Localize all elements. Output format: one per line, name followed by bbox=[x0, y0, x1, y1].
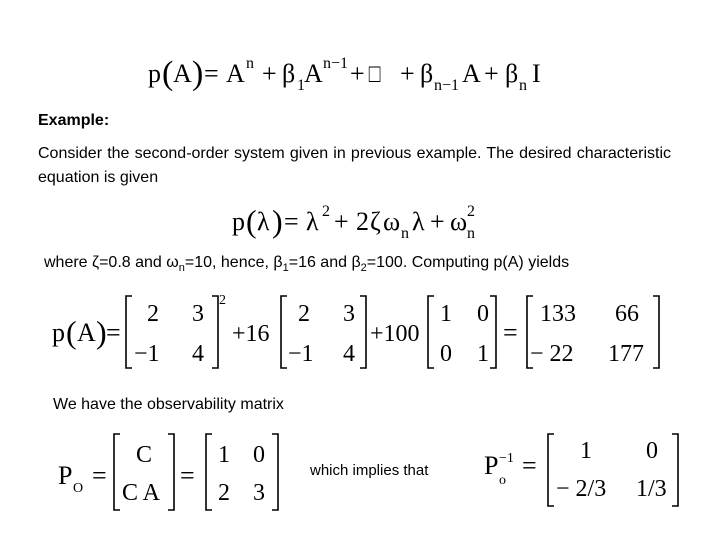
m3-a22: 1 bbox=[477, 341, 489, 367]
eq2-sub-n: n bbox=[401, 225, 409, 242]
eq1-beta-n-minus-1: β bbox=[420, 59, 434, 88]
po-a11: 1 bbox=[218, 442, 230, 468]
eq2-lambda: λ bbox=[257, 207, 270, 236]
eq2-sub-n-2: n bbox=[467, 225, 475, 242]
eq1-identity: I bbox=[532, 59, 541, 88]
desired-characteristic-equation bbox=[0, 200, 720, 260]
eq5-sub-o: o bbox=[499, 473, 506, 488]
po-C: C bbox=[136, 442, 153, 468]
eq4-equals-2: = bbox=[180, 461, 195, 490]
m2-bracket-right bbox=[360, 296, 366, 368]
m4-a21: − 22 bbox=[530, 341, 574, 367]
eq2-zeta: ζ bbox=[370, 207, 381, 236]
eq2-omega-squared: ω bbox=[450, 207, 468, 236]
eq1-superscript-n: n bbox=[246, 55, 254, 72]
m1-a11: 2 bbox=[147, 301, 159, 327]
eq4-sub-O: O bbox=[73, 481, 84, 496]
eq1-sub-n-minus-1: n−1 bbox=[434, 77, 460, 94]
po-CA: C A bbox=[122, 480, 161, 506]
eq1-A: A bbox=[173, 59, 192, 88]
example-paragraph: Consider the second-order system given in previous example. The desired characteristic equation is given bbox=[38, 145, 671, 186]
observability-text: We have the observability matrix bbox=[53, 396, 284, 413]
m3-bracket-right bbox=[490, 296, 496, 368]
eq2-p: p bbox=[232, 207, 245, 236]
m3-a12: 0 bbox=[477, 301, 489, 327]
eq1-plus-4: + bbox=[484, 59, 499, 88]
inv-bracket-right bbox=[672, 434, 678, 506]
parameters-sub-2: 2 bbox=[360, 262, 367, 275]
eq2-lambda-2: λ bbox=[412, 207, 425, 236]
eq2-paren-open: ( bbox=[246, 203, 257, 239]
eq2-paren-close: ) bbox=[272, 203, 283, 239]
eq3-equals-2: = bbox=[503, 318, 518, 347]
eq3-equals-1: = bbox=[106, 318, 121, 347]
example-heading: Example: bbox=[38, 112, 110, 129]
eq2-equals: = bbox=[284, 207, 299, 236]
parameters-line bbox=[44, 254, 569, 274]
eq2-sup-2b: 2 bbox=[467, 203, 475, 220]
eq2-lambda-squared: λ bbox=[306, 207, 319, 236]
eq3-plus-100: +100 bbox=[370, 321, 420, 347]
eq1-A-power: A bbox=[226, 59, 245, 88]
m1-a21: −1 bbox=[134, 341, 160, 367]
po-a22: 3 bbox=[253, 480, 265, 506]
po-a21: 2 bbox=[218, 480, 230, 506]
eq1-sub-n: n bbox=[519, 77, 527, 94]
m1-bracket-left bbox=[126, 296, 132, 368]
inv-a22: 1/3 bbox=[636, 476, 667, 502]
parameters-sub-n: n bbox=[178, 262, 185, 275]
eq1-equals: = bbox=[204, 59, 219, 88]
po-a12: 0 bbox=[253, 442, 265, 468]
pA-computation-equation bbox=[0, 286, 720, 376]
eq5-equals: = bbox=[522, 451, 537, 480]
m2-a11: 2 bbox=[298, 301, 310, 327]
characteristic-polynomial-equation bbox=[0, 0, 720, 100]
eq2-omega: ω bbox=[383, 207, 401, 236]
m3-bracket-left bbox=[428, 296, 434, 368]
eq1-plus-1: + bbox=[262, 59, 277, 88]
m1-a12: 3 bbox=[192, 301, 204, 327]
eq5-P: P bbox=[484, 451, 499, 480]
m4-a12: 66 bbox=[615, 301, 639, 327]
m4-bracket-right bbox=[653, 296, 659, 368]
parameters-sub-1: 1 bbox=[282, 262, 289, 275]
eq3-A: A bbox=[77, 318, 96, 347]
implies-text: which implies that bbox=[310, 462, 429, 479]
eq4-P: P bbox=[58, 461, 73, 490]
inv-a12: 0 bbox=[646, 438, 658, 464]
eq2-two: 2 bbox=[356, 207, 369, 236]
eq1-p: p bbox=[148, 59, 161, 88]
eq1-paren-open: ( bbox=[162, 55, 174, 92]
m1-bracket-right bbox=[212, 296, 218, 368]
eq1-paren-close: ) bbox=[192, 55, 204, 92]
eq2-sup-2: 2 bbox=[322, 203, 330, 220]
observability-inverse-equation bbox=[0, 428, 720, 528]
m2-a22: 4 bbox=[343, 341, 355, 367]
inv-a11: 1 bbox=[580, 438, 592, 464]
eq1-sub-1: 1 bbox=[297, 77, 305, 94]
eq3-paren-open: ( bbox=[66, 314, 77, 350]
inv-a21: − 2/3 bbox=[556, 476, 607, 502]
m2-a21: −1 bbox=[288, 341, 314, 367]
parameters-text-1: where ζ=0.8 and ω bbox=[44, 254, 179, 271]
m4-a22: 177 bbox=[608, 341, 644, 367]
m1-a22: 4 bbox=[192, 341, 204, 367]
eq3-p: p bbox=[52, 318, 65, 347]
eq5-sup-minus-1: −1 bbox=[499, 451, 514, 466]
eq1-beta-n: β bbox=[505, 59, 519, 88]
m1-exponent: 2 bbox=[219, 293, 226, 308]
parameters-text-2: =10, hence, β bbox=[184, 254, 283, 271]
eq1-plus-2: + bbox=[350, 59, 365, 88]
eq2-plus-2: + bbox=[430, 207, 445, 236]
eq4-equals-1: = bbox=[92, 461, 107, 490]
m3-a11: 1 bbox=[440, 301, 452, 327]
eq1-plus-3: + bbox=[400, 59, 415, 88]
eq1-beta-1: β bbox=[282, 59, 296, 88]
eq1-placeholder-box: ⎕ bbox=[368, 62, 382, 87]
m2-a12: 3 bbox=[343, 301, 355, 327]
m2-bracket-left bbox=[281, 296, 287, 368]
parameters-text-3: =16 and β bbox=[288, 254, 361, 271]
eq3-plus-16: +16 bbox=[232, 321, 270, 347]
eq2-plus-1: + bbox=[334, 207, 349, 236]
eq1-A-3: A bbox=[462, 59, 481, 88]
eq3-paren-close: ) bbox=[96, 314, 107, 350]
eq1-superscript-n-minus-1: n−1 bbox=[323, 55, 349, 72]
inv-bracket-left bbox=[548, 434, 554, 506]
m3-a21: 0 bbox=[440, 341, 452, 367]
eq1-A-2: A bbox=[304, 59, 323, 88]
m4-a11: 133 bbox=[540, 301, 576, 327]
parameters-text-4: =100. Computing p(A) yields bbox=[366, 254, 570, 271]
